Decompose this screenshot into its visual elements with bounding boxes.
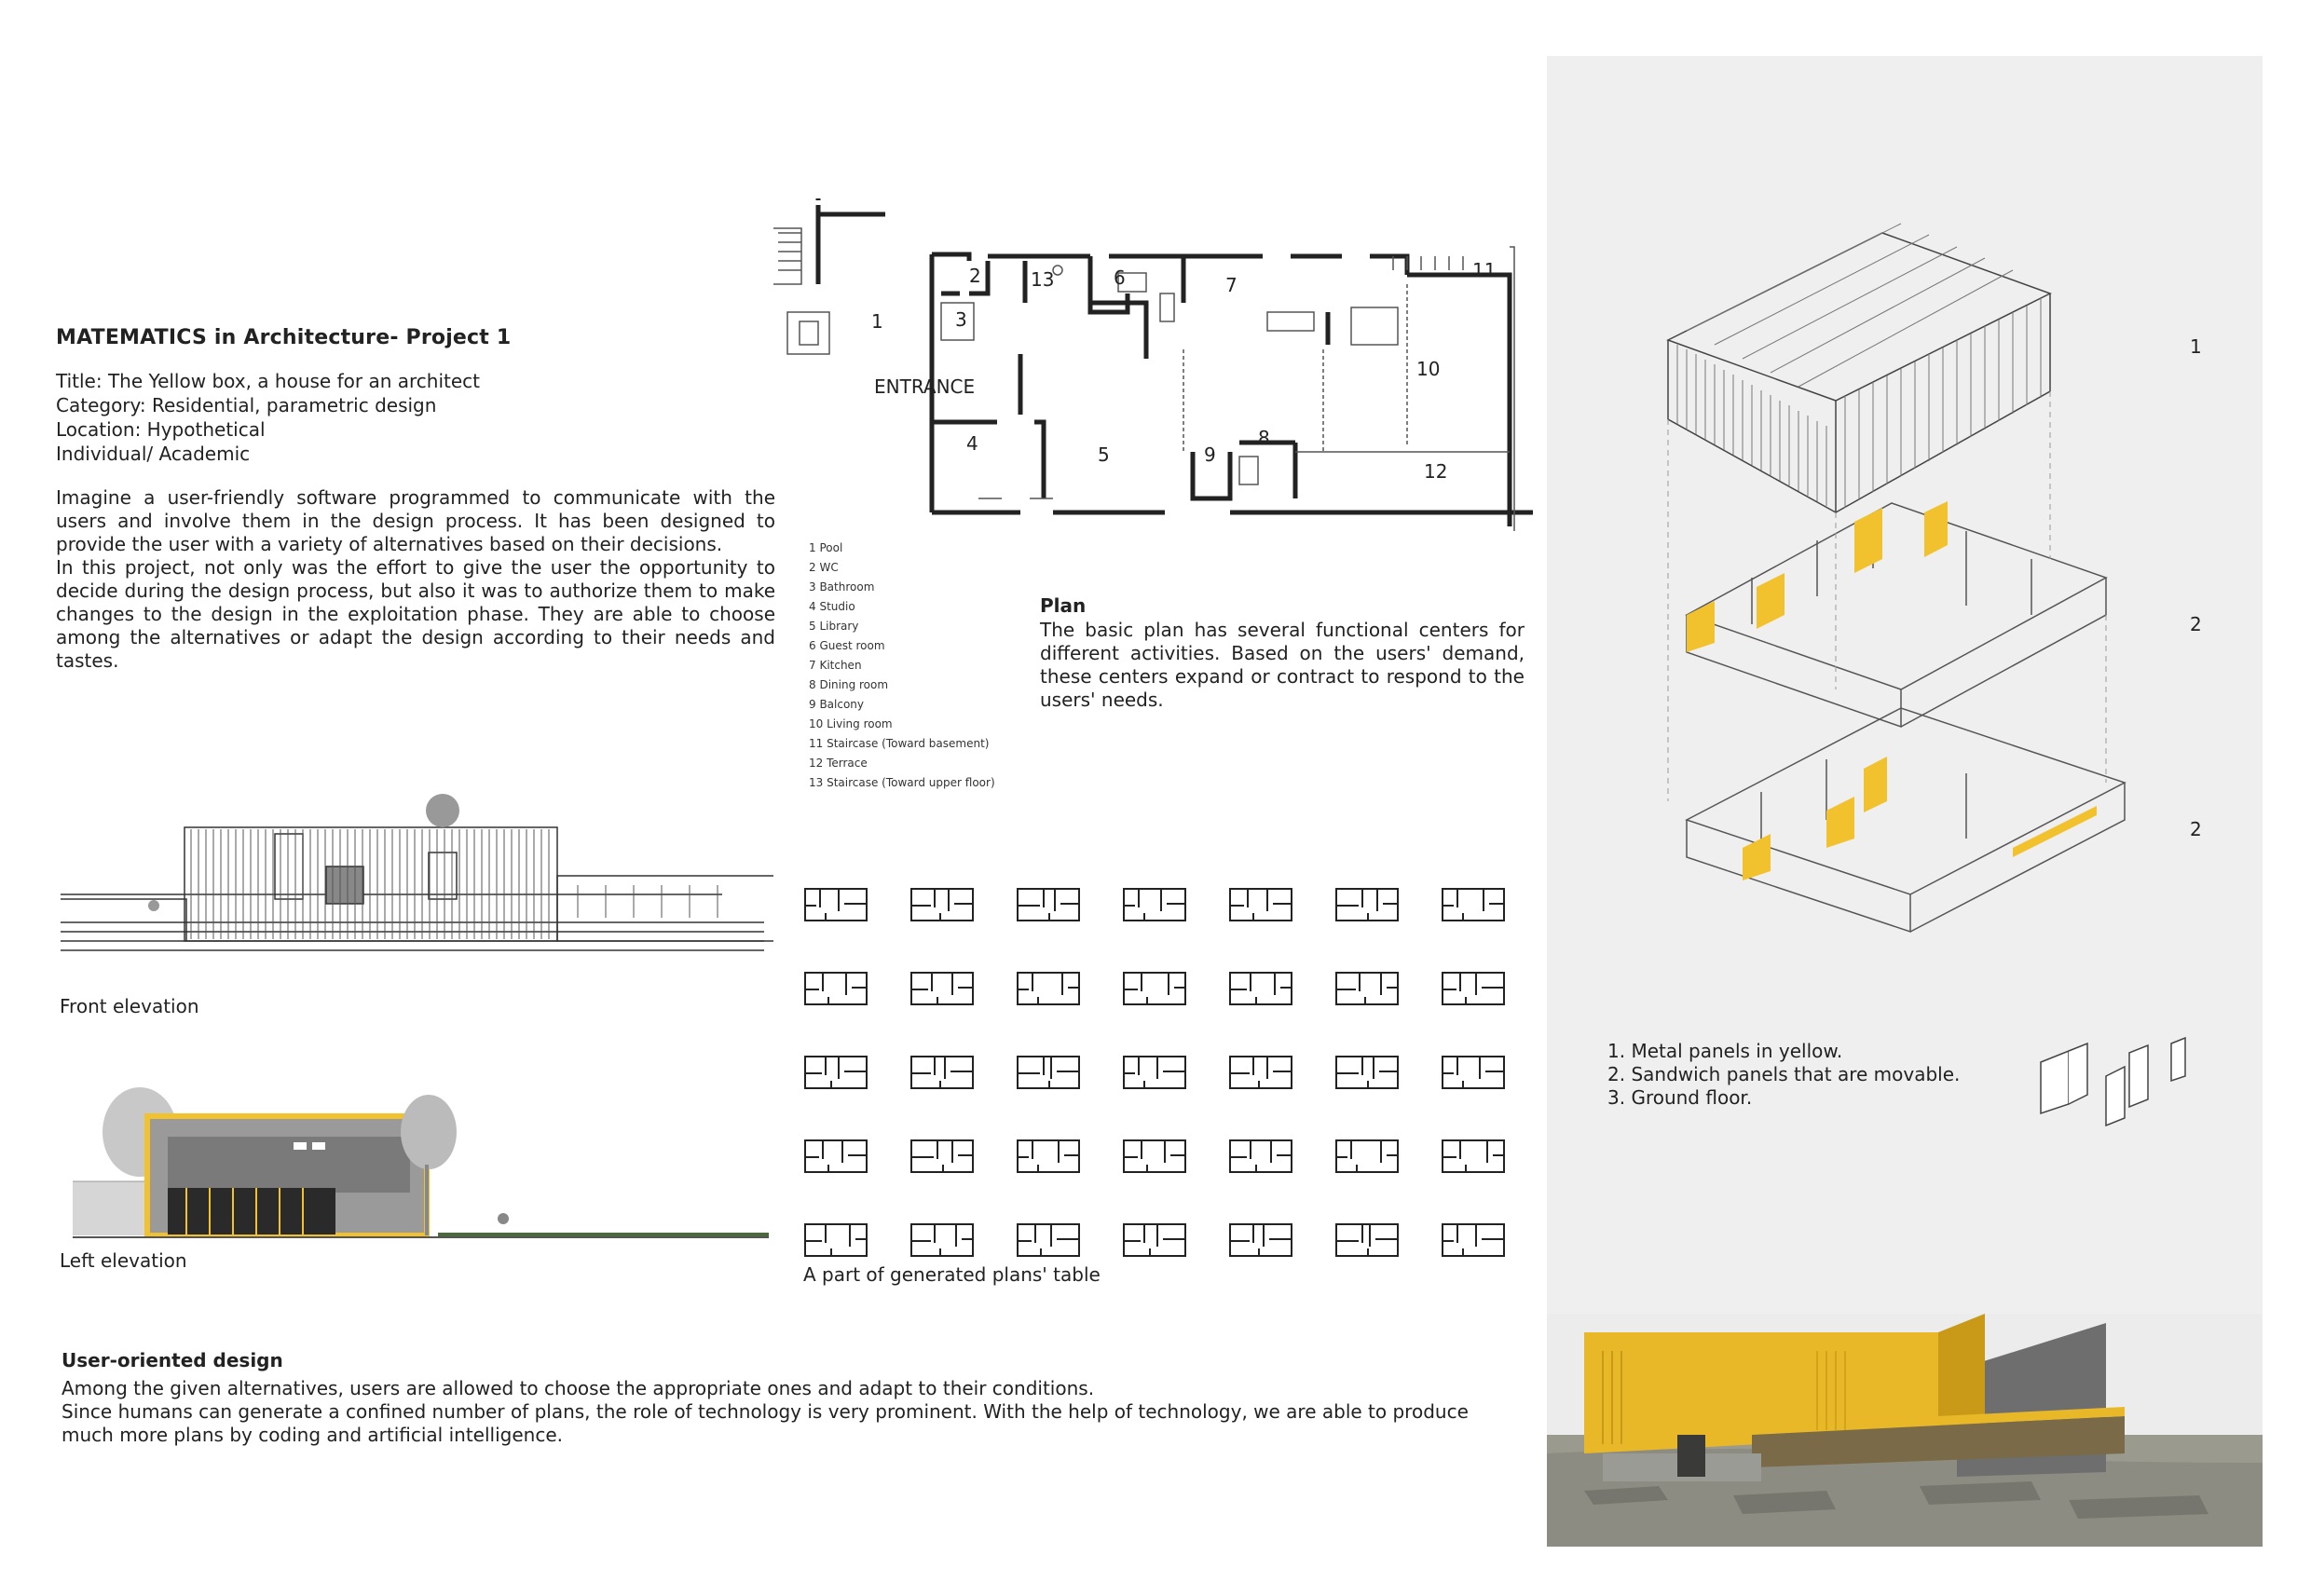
- plans-table-caption: A part of generated plans' table: [803, 1263, 1101, 1286]
- person-icon: [498, 1213, 509, 1224]
- plan-room-number: 10: [1416, 358, 1441, 380]
- generated-plan-thumbnail: [909, 1135, 975, 1176]
- generated-plan-thumbnail: [803, 1135, 868, 1176]
- exterior-render: [1547, 1314, 2263, 1547]
- plan-room-number: 2: [969, 265, 981, 287]
- note-item: 2. Sandwich panels that are movable.: [1607, 1063, 1961, 1085]
- axonometric-notes: [1607, 1040, 1960, 1110]
- plan-room-number: 6: [1114, 266, 1126, 289]
- level-label: 1: [2190, 335, 2202, 358]
- project-meta: [56, 369, 783, 466]
- front-elevation-drawing: [56, 783, 773, 983]
- generated-plan-thumbnail: [909, 1219, 975, 1260]
- movable-panels-diagram: [2031, 1025, 2199, 1127]
- plan-room-number: 1: [871, 310, 883, 333]
- generated-plan-thumbnail: [1016, 1219, 1081, 1260]
- person-icon: [148, 900, 159, 911]
- legend-item: 2 WC: [809, 561, 839, 574]
- legend-item: 9 Balcony: [809, 698, 865, 711]
- project-title: MATEMATICS in Architecture- Project 1: [56, 326, 512, 349]
- plan-description: The basic plan has several functional centers for different activities. Based on the users' demand, these centers expand or contract to respond to the users' needs.: [1040, 619, 1525, 711]
- legend-item: 11 Staircase (Toward basement): [809, 737, 990, 750]
- plan-room-number: 3: [955, 308, 967, 331]
- plan-room-number: 13: [1031, 268, 1055, 291]
- intro-text: [56, 486, 775, 673]
- intro-paragraph: In this project, not only was the effort to give the user the opportunity to decide during the design process, but also it was to authorize them to make changes to the design in the exploitation phase. They are able to choose among the alternatives or adapt the design according to their needs and tastes.: [56, 556, 775, 672]
- entrance-label: ENTRANCE: [874, 375, 976, 398]
- plan-room-number: 7: [1225, 274, 1238, 296]
- generated-plan-thumbnail: [1441, 883, 1506, 924]
- plan-room-number: 9: [1204, 443, 1216, 466]
- left-elevation-drawing: [65, 1081, 773, 1244]
- legend-item: 7 Kitchen: [809, 659, 862, 672]
- tree-icon: [401, 1095, 457, 1169]
- meta-line: Title: The Yellow box, a house for an architect: [56, 370, 480, 392]
- generated-plan-thumbnail: [1441, 1135, 1506, 1176]
- generated-plan-thumbnail: [803, 1051, 868, 1092]
- generated-plan-thumbnail: [1228, 1051, 1293, 1092]
- generated-plan-thumbnail: [1441, 1219, 1506, 1260]
- plan-room-number: 5: [1098, 443, 1110, 466]
- generated-plan-thumbnail: [1016, 883, 1081, 924]
- generated-plan-thumbnail: [909, 883, 975, 924]
- generated-plan-thumbnail: [1441, 967, 1506, 1008]
- generated-plan-thumbnail: [1016, 1051, 1081, 1092]
- legend-item: 6 Guest room: [809, 639, 885, 652]
- plan-room-number: 12: [1424, 460, 1448, 483]
- legend-item: 13 Staircase (Toward upper floor): [809, 776, 995, 789]
- generated-plan-thumbnail: [1122, 1051, 1187, 1092]
- generated-plan-thumbnail: [803, 1219, 868, 1260]
- generated-plan-thumbnail: [1334, 967, 1400, 1008]
- level-label: 2: [2190, 818, 2202, 840]
- generated-plan-thumbnail: [1228, 967, 1293, 1008]
- plan-legend: [809, 539, 995, 793]
- generated-plan-thumbnail: [803, 883, 868, 924]
- plan-room-number: 4: [966, 432, 978, 455]
- note-item: 1. Metal panels in yellow.: [1607, 1040, 1843, 1062]
- plan-room-number: 11: [1472, 259, 1497, 281]
- user-oriented-text: [62, 1377, 1525, 1447]
- generated-plan-thumbnail: [1334, 883, 1400, 924]
- note-item: 3. Ground floor.: [1607, 1086, 1753, 1109]
- intro-paragraph: Imagine a user-friendly software programmed to communicate with the users and involve them in the design process. It has been designed to provide the user with a variety of alternatives based on their decisions.: [56, 486, 775, 555]
- generated-plan-thumbnail: [1228, 1219, 1293, 1260]
- generated-plan-thumbnail: [1122, 967, 1187, 1008]
- tree-icon: [426, 794, 459, 827]
- generated-plan-thumbnail: [1122, 883, 1187, 924]
- user-oriented-paragraph: Since humans can generate a confined number of plans, the role of technology is very prominent. With the help of technology, we are able to produce much more plans by coding and artificial intelligence.: [62, 1400, 1469, 1446]
- left-elevation-caption: Left elevation: [60, 1249, 187, 1272]
- plan-room-number: 8: [1258, 427, 1270, 449]
- legend-item: 10 Living room: [809, 717, 893, 730]
- generated-plan-thumbnail: [1228, 883, 1293, 924]
- legend-item: 12 Terrace: [809, 757, 868, 770]
- legend-item: 8 Dining room: [809, 678, 889, 691]
- generated-plan-thumbnail: [1122, 1219, 1187, 1260]
- generated-plan-thumbnail: [1016, 967, 1081, 1008]
- generated-plans-grid: [803, 883, 1530, 1265]
- meta-line: Category: Residential, parametric design: [56, 394, 437, 416]
- plan-section-title: Plan: [1040, 594, 1087, 617]
- user-oriented-paragraph: Among the given alternatives, users are allowed to choose the appropriate ones and adapt to their conditions.: [62, 1377, 1095, 1399]
- level-label: 2: [2190, 613, 2202, 635]
- generated-plan-thumbnail: [1122, 1135, 1187, 1176]
- generated-plan-thumbnail: [1016, 1135, 1081, 1176]
- generated-plan-thumbnail: [909, 1051, 975, 1092]
- legend-item: 5 Library: [809, 620, 859, 633]
- meta-line: Individual/ Academic: [56, 443, 251, 465]
- generated-plan-thumbnail: [1228, 1135, 1293, 1176]
- generated-plan-thumbnail: [803, 967, 868, 1008]
- legend-item: 3 Bathroom: [809, 580, 875, 593]
- generated-plan-thumbnail: [1441, 1051, 1506, 1092]
- user-oriented-title: User-oriented design: [62, 1349, 283, 1371]
- generated-plan-thumbnail: [1334, 1051, 1400, 1092]
- generated-plan-thumbnail: [1334, 1219, 1400, 1260]
- meta-line: Location: Hypothetical: [56, 418, 266, 441]
- legend-item: 4 Studio: [809, 600, 855, 613]
- generated-plan-thumbnail: [1334, 1135, 1400, 1176]
- floor-plan-drawing: [773, 191, 1538, 531]
- exploded-axonometric-drawing: [1659, 205, 2181, 1025]
- generated-plan-thumbnail: [909, 967, 975, 1008]
- front-elevation-caption: Front elevation: [60, 995, 199, 1017]
- legend-item: 1 Pool: [809, 541, 843, 554]
